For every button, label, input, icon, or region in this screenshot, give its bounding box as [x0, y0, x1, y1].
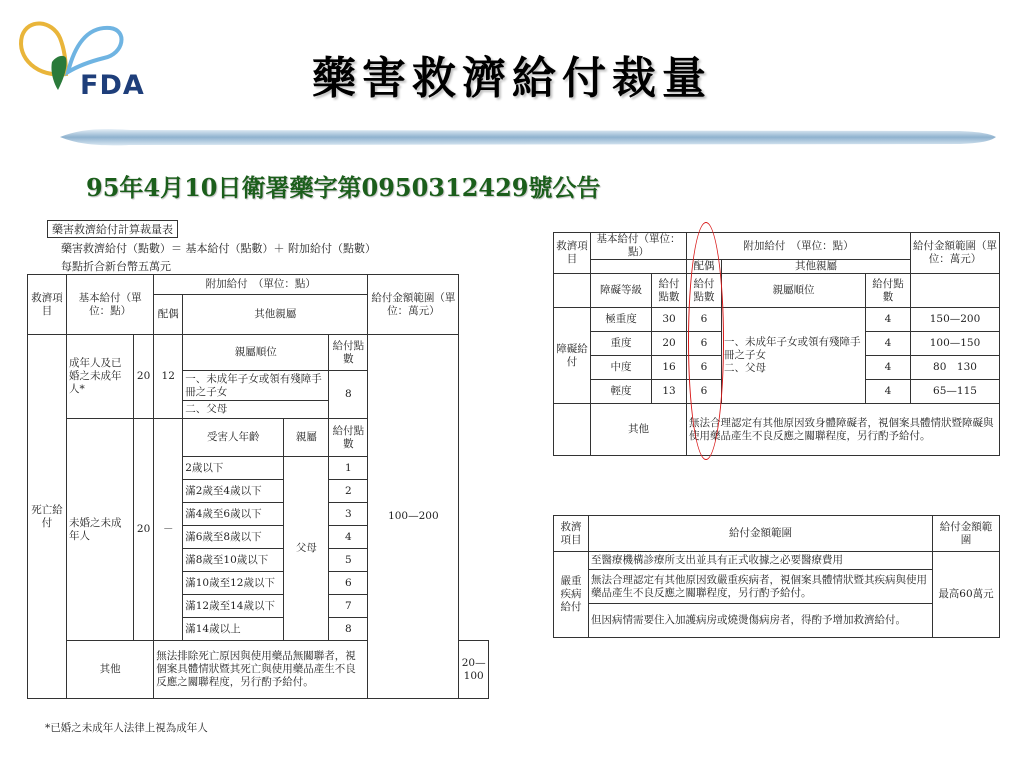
other-label: 其他	[67, 641, 154, 699]
disability-table-scan	[553, 232, 1000, 456]
order-text-1: 一、未成年子女或領有殘障手冊之子女	[724, 336, 861, 361]
order-cell	[722, 308, 866, 404]
illness-text-1: 至醫療機構診療所支出並具有正式收據之必要醫療費用	[589, 552, 933, 570]
footnote: *已婚之未成年人法律上視為成年人	[45, 722, 208, 734]
minor-label: 未婚之未成年人	[67, 419, 134, 641]
points-header: 給付點數	[329, 335, 368, 371]
left-scanned-table	[27, 218, 497, 738]
serious-illness-table	[553, 515, 1000, 638]
base-points: 13	[652, 380, 687, 404]
illness-text-3: 但因病情需要住入加護病房或燒燙傷病房者，得酌予增加救濟給付。	[589, 604, 933, 638]
age-row: 滿2歲至4歲以下	[183, 480, 284, 503]
illness-table-scan	[553, 515, 1000, 638]
decorative-bar	[60, 126, 996, 148]
h-base: 基本給付（單位：點）	[67, 275, 154, 335]
age-row: 滿10歲至12歲以下	[183, 572, 284, 595]
h-order: 親屬順位	[722, 274, 866, 308]
page-title: 藥害救濟給付裁量	[312, 53, 712, 104]
amount-range: 65—115	[911, 380, 1000, 404]
base-points: 16	[652, 356, 687, 380]
disability-benefit-table	[553, 232, 1000, 456]
spouse-points: 6	[687, 308, 722, 332]
base-points: 30	[652, 308, 687, 332]
age-points: 3	[329, 503, 368, 526]
other-text: 無法合理認定有其他原因致身體障礙者，視個案具體情狀暨障礙與使用藥品產生不良反應之關聯程度，另行酌予給付。	[687, 404, 1000, 456]
adult-spouse: 12	[154, 335, 183, 419]
level: 中度	[591, 356, 652, 380]
illness-text-2: 無法合理認定有其他原因致嚴重疾病者，視個案具體情狀暨其疾病與使用藥品產生不良反應之關聯程度，另行酌予給付。	[589, 570, 933, 604]
h-item: 救濟項目	[554, 233, 591, 274]
h-spouse: 配偶	[154, 295, 183, 335]
amount-range: 80 130	[911, 356, 1000, 380]
level: 極重度	[591, 308, 652, 332]
level: 輕度	[591, 380, 652, 404]
formula-text: 藥害救濟給付（點數）＝ 基本給付（點數）＋ 附加給付（點數）	[61, 242, 376, 255]
h-item: 救濟項目	[28, 275, 67, 335]
other-text: 無法排除死亡原因與使用藥品無關聯者，視個案具體情狀暨其死亡與使用藥品產生不良反應之關聯程度，另行酌予給付。	[154, 641, 368, 699]
h-range-col: 給付金額範圍	[589, 516, 933, 552]
minor-base: 20	[134, 419, 154, 641]
adult-label: 成年人及已婚之未成年人*	[67, 335, 134, 419]
relation-header: 親屬	[284, 419, 329, 457]
illness-amount: 最高60萬元	[933, 552, 1000, 638]
adult-base: 20	[134, 335, 154, 419]
h-other: 其他親屬	[722, 260, 911, 274]
minor-spouse: －	[154, 419, 183, 641]
h-range: 給付金額範圍（單位：萬元）	[911, 233, 1000, 274]
h-range: 給付金額範圍（單位：萬元）	[368, 275, 459, 335]
h-points-3: 給付點數	[866, 274, 911, 308]
age-points: 2	[329, 480, 368, 503]
box-title: 藥害救濟給付計算裁量表	[47, 220, 178, 238]
relation-value: 父母	[284, 457, 329, 641]
illness-item: 嚴重疾病給付	[554, 552, 589, 638]
spouse-points: 6	[687, 332, 722, 356]
order-points: 8	[329, 371, 368, 419]
rate-text: 每點折合新台幣五萬元	[61, 260, 171, 273]
age-row: 滿6歲至8歲以下	[183, 526, 284, 549]
age-points: 6	[329, 572, 368, 595]
h-add: 附加給付 （單位：點）	[687, 233, 911, 260]
spouse-points: 6	[687, 380, 722, 404]
other-points: 4	[866, 332, 911, 356]
level: 重度	[591, 332, 652, 356]
age-points: 5	[329, 549, 368, 572]
age-points-header: 給付點數	[329, 419, 368, 457]
death-item: 死亡給付	[28, 335, 67, 699]
age-points: 8	[329, 618, 368, 641]
order-header: 親屬順位	[183, 335, 329, 371]
h-points-2: 給付點數	[687, 274, 722, 308]
h-base: 基本給付（單位：點）	[591, 233, 687, 260]
age-row: 滿8歲至10歲以下	[183, 549, 284, 572]
announcement-subtitle: 95年4月10日衛署藥字第0950312429號公告	[86, 173, 601, 202]
age-row: 滿14歲以上	[183, 618, 284, 641]
other-range: 20—100	[459, 641, 489, 699]
h-other: 其他親屬	[183, 295, 368, 335]
order-text-1: 一、未成年子女或領有殘障手冊之子女	[183, 371, 329, 401]
death-benefit-table	[27, 274, 489, 699]
age-row: 滿4歲至6歲以下	[183, 503, 284, 526]
base-points: 20	[652, 332, 687, 356]
h-points: 給付點數	[652, 274, 687, 308]
age-points: 7	[329, 595, 368, 618]
age-row: 2歲以下	[183, 457, 284, 480]
age-header: 受害人年齡	[183, 419, 284, 457]
other-points: 4	[866, 356, 911, 380]
age-points: 1	[329, 457, 368, 480]
order-text-2: 二、父母	[183, 401, 329, 419]
amount-range: 100—150	[911, 332, 1000, 356]
h-amount: 給付金額範圍	[933, 516, 1000, 552]
order-text-2: 二、父母	[724, 362, 766, 374]
h-level: 障礙等級	[591, 274, 652, 308]
spouse-points: 6	[687, 356, 722, 380]
h-spouse: 配偶	[687, 260, 722, 274]
disability-item: 障礙給付	[554, 308, 591, 404]
logo-text: FDA	[80, 70, 145, 101]
age-points: 4	[329, 526, 368, 549]
spouse-column-highlight	[688, 222, 724, 460]
h-item: 救濟項目	[554, 516, 589, 552]
other-points: 4	[866, 308, 911, 332]
death-range: 100—200	[368, 335, 459, 699]
amount-range: 150—200	[911, 308, 1000, 332]
other-label: 其他	[591, 404, 687, 456]
h-add: 附加給付 （單位：點）	[154, 275, 368, 295]
age-row: 滿12歲至14歲以下	[183, 595, 284, 618]
other-points: 4	[866, 380, 911, 404]
